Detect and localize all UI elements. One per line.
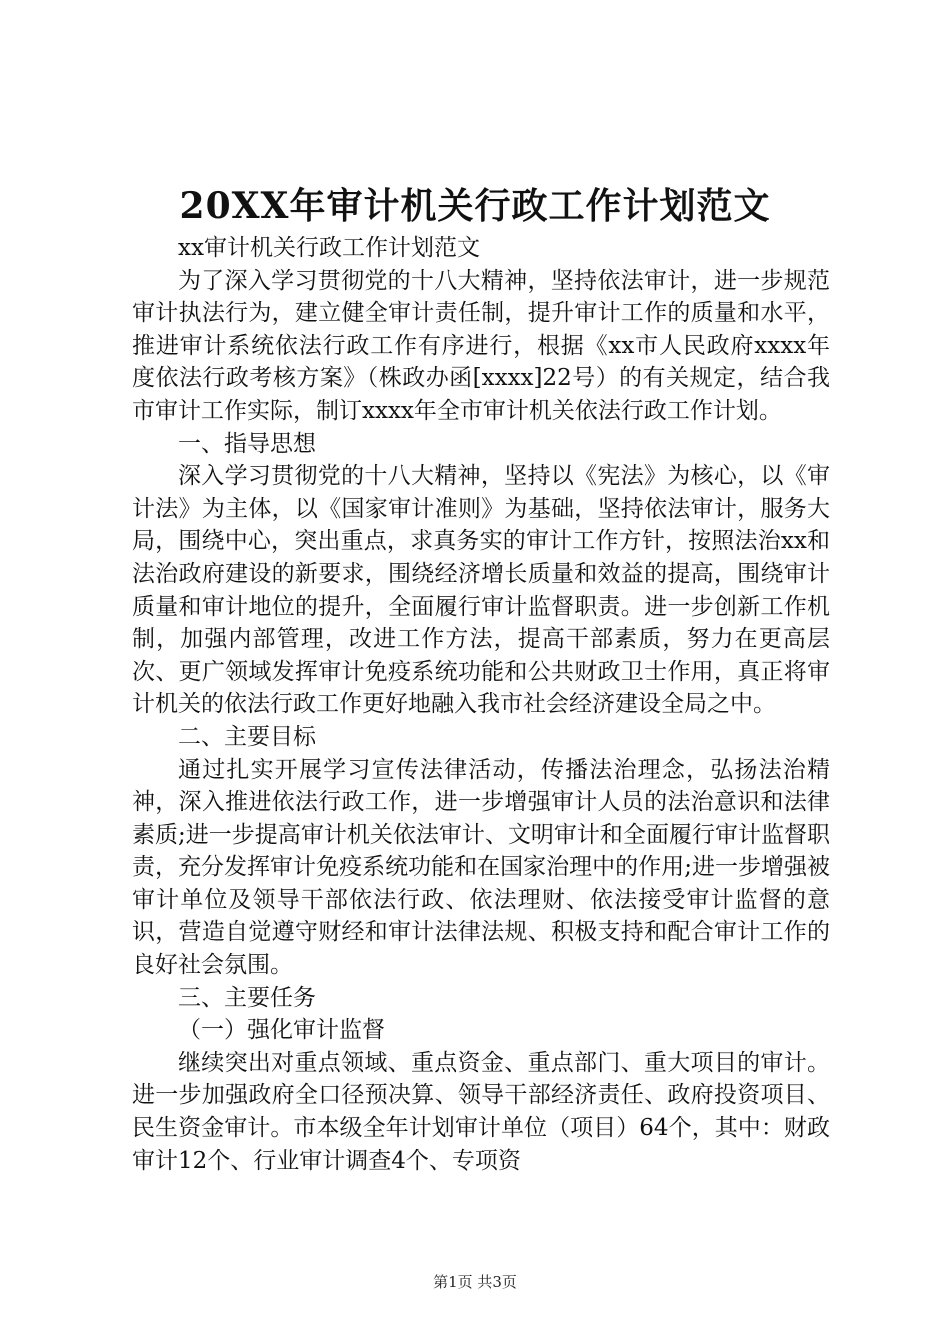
section-heading-main-goals: 二、主要目标 xyxy=(178,723,316,750)
section-heading-guiding-ideology: 一、指导思想 xyxy=(178,430,316,457)
subsection-heading-audit-supervision: （一）强化审计监督 xyxy=(178,1017,385,1044)
page-footer: 第1页 共3页 xyxy=(433,1273,517,1291)
paragraph-intro: 为了深入学习贯彻党的十八大精神，坚持依法审计，进一步规范审计执法行为，建立健全审计责任制，提升审计工作的质量和水平，推进审计系统依法行政工作有序进行，根据《xx市人民政府xxxx年度依法行政考核方案》（株政办函[xxxx]22号）的有关规定，结合我市审计工作实际，制订xxxx年全市审计机关依法行政工作计划。 xyxy=(132,267,830,424)
paragraph-subtitle: xx审计机关行政工作计划范文 xyxy=(178,235,480,261)
paragraph-main-goals: 通过扎实开展学习宣传法律活动，传播法治理念，弘扬法治精神，深入推进依法行政工作，进一步增强审计人员的法治意识和法律素质;进一步提高审计机关依法审计、文明审计和全面履行审计监督职责，充分发挥审计免疫系统功能和在国家治理中的作用;进一步增强被审计单位及领导干部依法行政、依法理财、依法接受审计监督的意识，营造自觉遵守财经和审计法律法规、积极支持和配合审计工作的良好社会氛围。 xyxy=(132,756,830,979)
document-body xyxy=(132,232,830,1177)
section-heading-main-tasks: 三、主要任务 xyxy=(178,984,316,1011)
paragraph-audit-supervision: 继续突出对重点领域、重点资金、重点部门、重大项目的审计。进一步加强政府全口径预决算、领导干部经济责任、政府投资项目、民生资金审计。市本级全年计划审计单位（项目）64个，其中：财政审计12个、行业审计调查4个、专项资 xyxy=(132,1049,830,1174)
paragraph-guiding-ideology: 深入学习贯彻党的十八大精神，坚持以《宪法》为核心，以《审计法》为主体，以《国家审计准则》为基础，坚持依法审计，服务大局，围绕中心，突出重点，求真务实的审计工作方针，按照法治xx和法治政府建设的新要求，围绕经济增长质量和效益的提高，围绕审计质量和审计地位的提升，全面履行审计监督职责。进一步创新工作机制，加强内部管理，改进工作方法，提高干部素质，努力在更高层次、更广领域发挥审计免疫系统功能和公共财政卫士作用，真正将审计机关的依法行政工作更好地融入我市社会经济建设全局之中。 xyxy=(132,463,830,718)
document-title: 20XX年审计机关行政工作计划范文 xyxy=(179,185,771,227)
